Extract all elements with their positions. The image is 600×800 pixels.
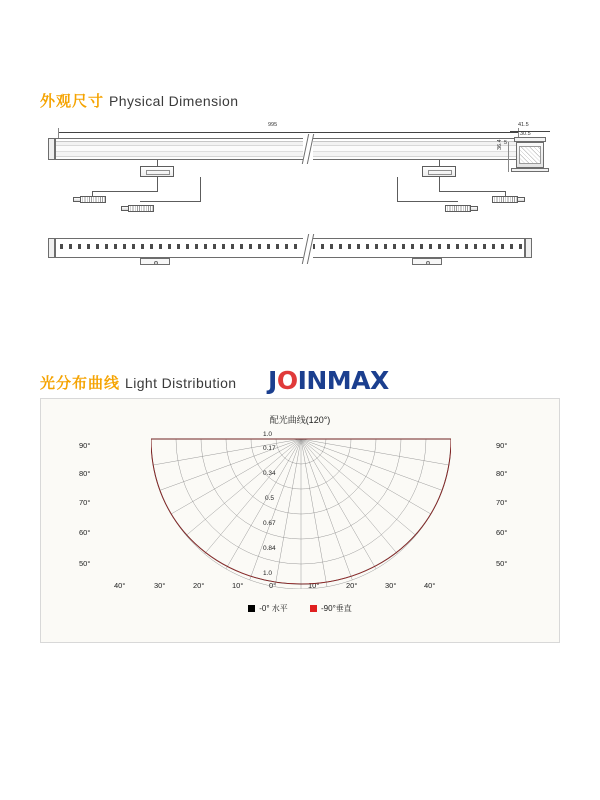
junction-box-right [422, 166, 456, 177]
cable-drop-left-a [157, 160, 159, 167]
axis-label-right-90: 90° [496, 441, 508, 450]
legend-label-vertical: -90°垂直 [321, 604, 352, 613]
logo-text-o: O [276, 366, 298, 395]
overall-length-dim-line [58, 132, 518, 133]
cable-connector-left-outer [80, 196, 106, 203]
axis-label-bottom-10-left: 10° [232, 581, 244, 590]
radial-tick-0-34: 0.34 [263, 470, 276, 477]
drawing-break-mark-bottom [303, 234, 313, 264]
axis-label-bottom-20-left: 20° [193, 581, 205, 590]
chart-title: 配光曲线(120°) [269, 415, 331, 425]
section-title-light-distribution-cn: 光分布曲线 [40, 375, 121, 392]
cable-plug-right-inner [470, 206, 478, 211]
led-array [60, 244, 522, 249]
legend-item-horizontal [248, 604, 290, 613]
axis-label-right-50: 50° [496, 559, 508, 568]
section-title-physical-dimension-cn: 外观尺寸 [40, 93, 105, 110]
brand-watermark-logo [268, 366, 389, 395]
mounting-bracket-left [140, 258, 170, 265]
cable-right-inner-vertical [397, 177, 399, 201]
cable-plug-right-outer [517, 197, 525, 202]
legend-swatch-vertical [310, 605, 317, 612]
cable-left-inner-vertical [200, 177, 202, 201]
radial-tick-0-84: 0.84 [263, 545, 276, 552]
cross-section-hatching [519, 146, 541, 164]
axis-label-left-70: 70° [79, 498, 91, 507]
radial-tick-0-67: 0.67 [263, 520, 276, 527]
axis-label-bottom-30-right: 30° [385, 581, 397, 590]
axis-label-bottom-30-left: 30° [154, 581, 166, 590]
section-title-light-distribution-en: Light Distribution [125, 375, 237, 391]
axis-label-left-60: 60° [79, 528, 91, 537]
led-face-end-cap-right [525, 238, 532, 258]
axis-label-right-70: 70° [496, 498, 508, 507]
light-distribution-chart [40, 398, 560, 643]
cable-connector-right-outer [492, 196, 518, 203]
polar-grid [151, 429, 451, 589]
axis-label-left-50: 50° [79, 559, 91, 568]
cable-plug-left-inner [121, 206, 129, 211]
cable-right-vertical [439, 177, 441, 191]
axis-label-bottom-0: 0° [269, 581, 277, 590]
dimension-drawing [40, 120, 565, 285]
axis-label-left-80: 80° [79, 469, 91, 478]
radial-tick-0-17: 0.17 [263, 445, 276, 452]
drawing-break-mark [303, 134, 313, 164]
cross-section-height-dim-line [508, 142, 509, 172]
cross-section-height-small-label: 5 [504, 140, 508, 146]
overall-length-label: 995 [268, 122, 278, 128]
legend-item-vertical [310, 604, 352, 613]
cross-section-height-label: 36.4 [497, 139, 503, 150]
cross-section-base [511, 168, 549, 172]
radial-tick-top-1: 1.0 [263, 431, 273, 438]
axis-label-bottom-40-left: 40° [114, 581, 126, 590]
profile-end-cap-left [48, 138, 55, 160]
axis-label-bottom-10-right: 10° [308, 581, 320, 590]
cable-connector-right-inner [445, 205, 471, 212]
mounting-bracket-right [412, 258, 442, 265]
section-title-physical-dimension-en: Physical Dimension [109, 93, 239, 109]
axis-label-left-90: 90° [79, 441, 91, 450]
cable-drop-right-a [439, 160, 441, 167]
luminaire-profile-top-view [55, 138, 525, 160]
radial-tick-0-5: 0.5 [265, 495, 275, 502]
cross-section-drawing [492, 122, 564, 192]
luminaire-led-face-view [55, 238, 525, 258]
axis-label-right-80: 80° [496, 469, 508, 478]
legend-swatch-horizontal [248, 605, 255, 612]
dim-extension-left [58, 128, 59, 138]
axis-label-bottom-40-right: 40° [424, 581, 436, 590]
cross-section-width-top-label: 41.5 [518, 122, 529, 128]
section-title-light-distribution [40, 372, 237, 393]
cable-right-inner-horizontal [397, 201, 458, 202]
legend-label-horizontal: -0° 水平 [259, 604, 288, 613]
logo-text-after: INMAX [297, 366, 389, 395]
cable-left-horizontal [92, 191, 158, 192]
junction-box-left [140, 166, 174, 177]
cross-section-width-inner-label: 30.5 [520, 131, 531, 137]
chart-legend [41, 603, 559, 614]
cable-plug-left-outer [73, 197, 81, 202]
led-face-end-cap-left [48, 238, 55, 258]
cable-connector-left-inner [128, 205, 154, 212]
section-title-physical-dimension [40, 90, 238, 111]
axis-label-right-60: 60° [496, 528, 508, 537]
axis-label-bottom-20-right: 20° [346, 581, 358, 590]
cable-left-inner-horizontal [140, 201, 201, 202]
radial-tick-bottom-1: 1.0 [263, 570, 273, 577]
cable-left-vertical [157, 177, 159, 191]
logo-text-before: J [268, 366, 277, 395]
